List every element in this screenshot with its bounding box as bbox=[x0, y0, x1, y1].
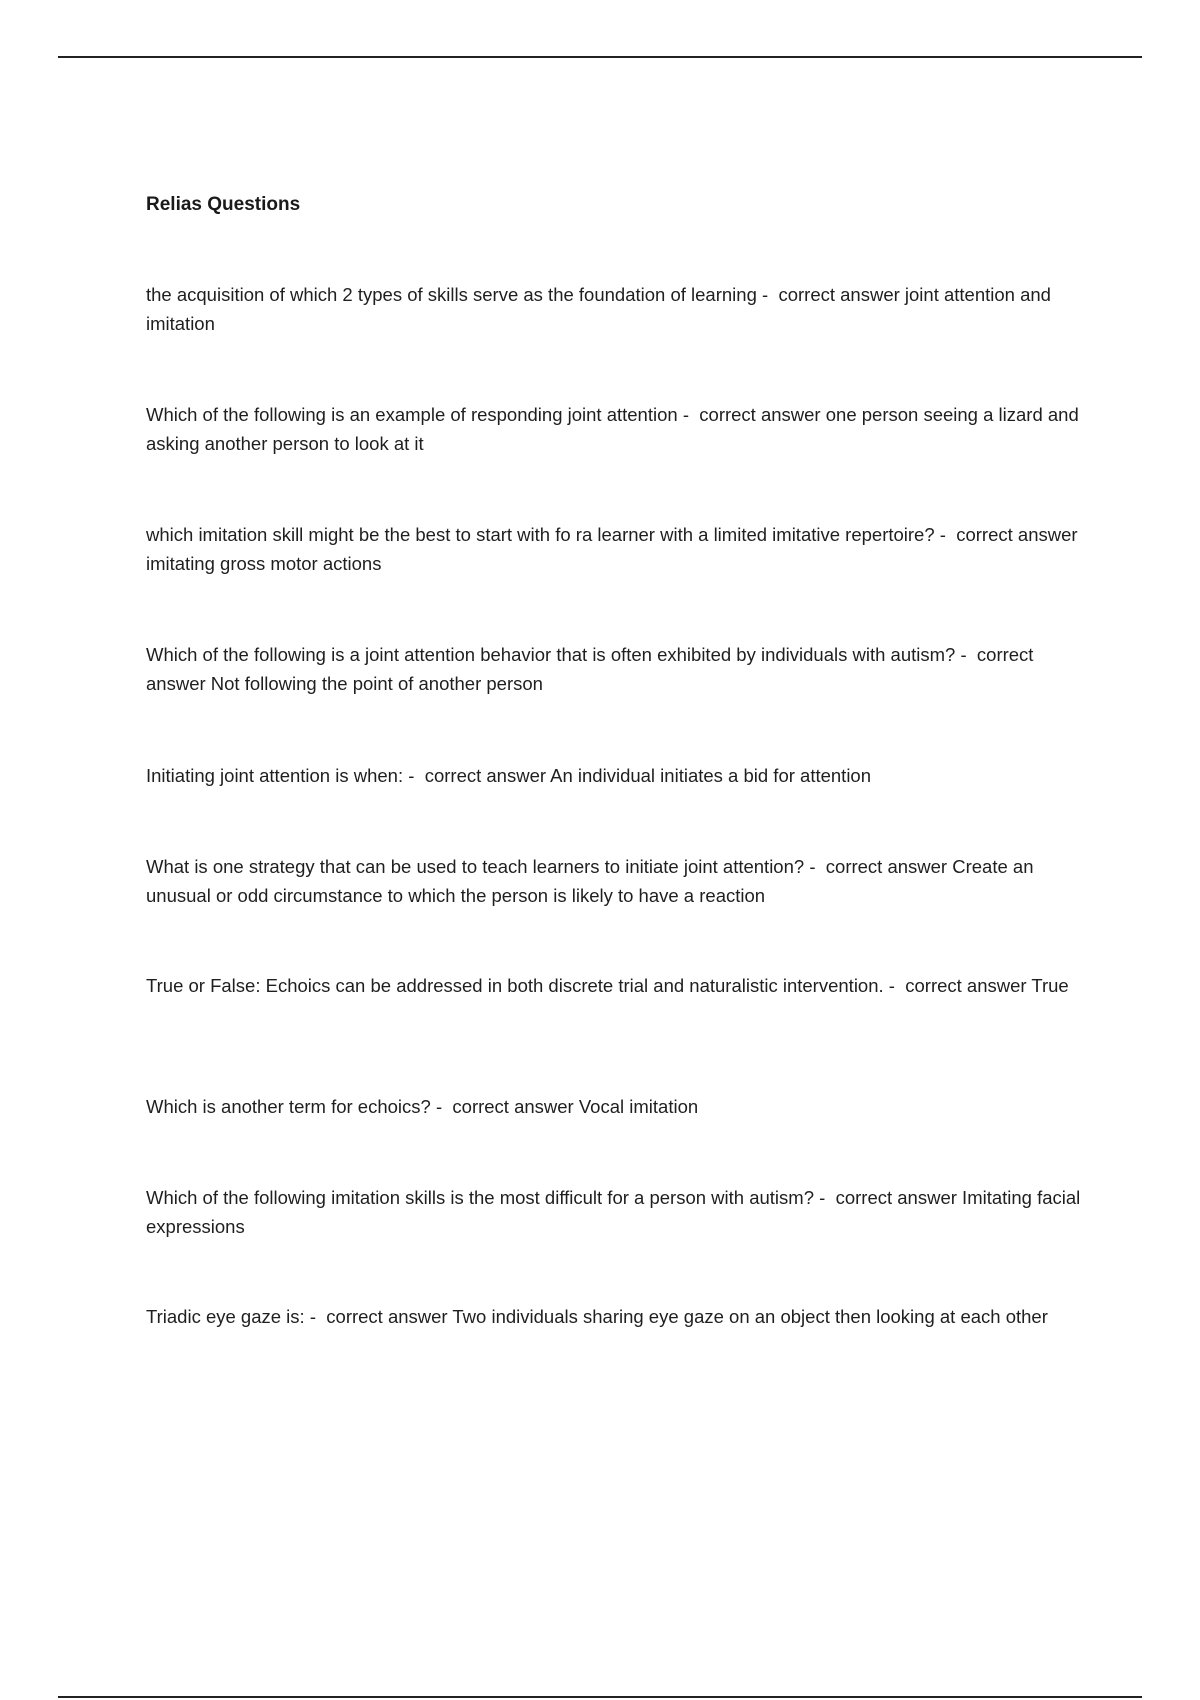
answer-text: correct answer imitating gross motor actions bbox=[146, 524, 1078, 574]
qa-item bbox=[146, 1302, 1086, 1331]
question-text: Which is another term for echoics? bbox=[146, 1096, 431, 1117]
question-text: the acquisition of which 2 types of skills serve as the foundation of learning bbox=[146, 284, 757, 305]
qa-item bbox=[146, 400, 1086, 458]
separator: - bbox=[955, 644, 977, 665]
question-text: Which of the following is an example of responding joint attention bbox=[146, 404, 678, 425]
page-title: Relias Questions bbox=[146, 194, 301, 215]
answer-text: correct answer joint attention and imitation bbox=[146, 284, 1051, 334]
separator: - bbox=[403, 765, 425, 786]
separator: - bbox=[304, 1306, 327, 1327]
question-text: True or False: Echoics can be addressed in both discrete trial and naturalistic intervention. bbox=[146, 975, 884, 996]
top-divider bbox=[58, 56, 1142, 58]
qa-item bbox=[146, 761, 1086, 790]
bottom-divider bbox=[58, 1696, 1142, 1698]
qa-item bbox=[146, 971, 1086, 1000]
qa-item bbox=[146, 1092, 1086, 1121]
question-text: Initiating joint attention is when: bbox=[146, 765, 404, 786]
answer-text: correct answer True bbox=[905, 975, 1069, 996]
answer-text: correct answer Imitating facial expressions bbox=[146, 1187, 1081, 1237]
answer-text: correct answer Create an unusual or odd circumstance to which the person is likely to have a reaction bbox=[146, 856, 1034, 906]
qa-item bbox=[146, 1183, 1086, 1241]
separator: - bbox=[883, 975, 906, 996]
qa-item bbox=[146, 520, 1086, 578]
answer-text: correct answer Two individuals sharing eye gaze on an object then looking at each other bbox=[326, 1306, 1048, 1327]
separator: - bbox=[934, 524, 957, 545]
separator: - bbox=[756, 284, 779, 305]
question-text: Which of the following is a joint attention behavior that is often exhibited by individuals with autism? bbox=[146, 644, 956, 665]
qa-item bbox=[146, 852, 1086, 910]
qa-item bbox=[146, 280, 1086, 338]
answer-text: correct answer Not following the point of another person bbox=[146, 644, 1034, 694]
answer-text: correct answer An individual initiates a bid for attention bbox=[424, 765, 872, 786]
separator: - bbox=[814, 1187, 836, 1208]
answer-text: correct answer Vocal imitation bbox=[452, 1096, 699, 1117]
separator: - bbox=[430, 1096, 453, 1117]
question-text: which imitation skill might be the best to start with fo ra learner with a limited imitative repertoire? bbox=[146, 524, 935, 545]
question-text: What is one strategy that can be used to teach learners to initiate joint attention? bbox=[146, 856, 805, 877]
answer-text: correct answer one person seeing a lizard and asking another person to look at it bbox=[146, 404, 1079, 454]
separator: - bbox=[677, 404, 700, 425]
qa-item bbox=[146, 640, 1086, 698]
separator: - bbox=[804, 856, 826, 877]
question-text: Which of the following imitation skills is the most difficult for a person with autism? bbox=[146, 1187, 814, 1208]
question-text: Triadic eye gaze is: bbox=[146, 1306, 305, 1327]
